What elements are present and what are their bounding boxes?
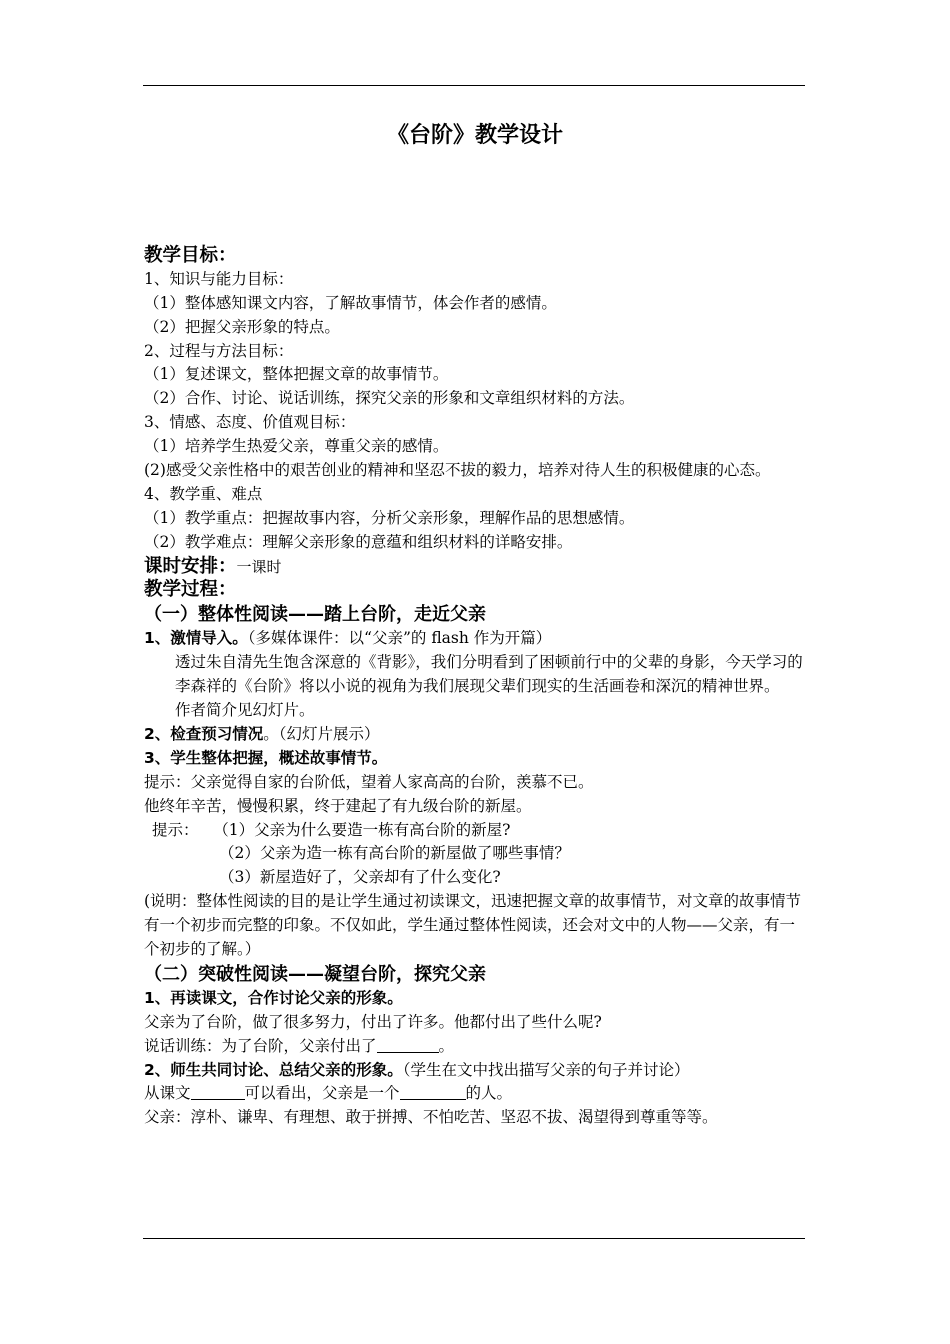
- hint-label: 提示：: [152, 820, 199, 839]
- fill-blank: [377, 1038, 439, 1053]
- story-tip-1: 提示：父亲觉得自家的台阶低，望着人家高高的台阶，羡慕不已。: [144, 772, 594, 791]
- process-heading: 教学过程：: [144, 579, 237, 601]
- schedule-line: [144, 555, 808, 579]
- objective-knowledge: 1、知识与能力目标：: [144, 269, 294, 288]
- part1-step3: 3、学生整体把握，概述故事情节。: [144, 748, 388, 767]
- objectives-heading: 教学目标：: [144, 245, 237, 266]
- footer-rule: [143, 1238, 805, 1239]
- reading-note: (说明：整体性阅读的目的是让学生通过初读课文，迅速把握文章的故事情节，对文章的故事情节有一个初步而完整的印象。不仅如此，学生通过整体性阅读，还会对文中的人物——父亲，有一个初步的了解。）: [144, 892, 802, 959]
- question-1-line: [144, 819, 808, 843]
- intro-paragraph: 透过朱自清先生饱含深意的《背影》，我们分明看到了困顿前行中的父辈的身影，今天学习的李森祥的《台阶》将以小说的视角为我们展现父辈们现实的生活画卷和深沉的精神世界。: [175, 653, 803, 696]
- part2-step1: 1、再读课文，合作讨论父亲的形象。: [144, 988, 403, 1007]
- schedule-value: 一课时: [236, 557, 282, 576]
- header-rule: [143, 85, 805, 86]
- father-blank-a: 从课文: [144, 1084, 191, 1103]
- objective-process-2: （2）合作、讨论、说话训练，探究父亲的形象和文章组织材料的方法。: [144, 389, 635, 408]
- part2-heading: （二）突破性阅读——凝望台阶，探究父亲: [144, 963, 486, 985]
- part2-question: 父亲为了台阶，做了很多努力，付出了许多。他都付出了些什么呢?: [144, 1012, 602, 1031]
- part2-step2: [144, 1059, 808, 1083]
- objective-emotion-2: (2)感受父亲性格中的艰苦创业的精神和坚忍不拔的毅力，培养对待人生的积极健康的心态。: [144, 461, 771, 480]
- part1-step1: [144, 627, 808, 651]
- document-title: 《台阶》教学设计: [386, 123, 563, 148]
- objective-key-point-2: （2）教学难点：理解父亲形象的意蕴和组织材料的详略安排。: [144, 532, 573, 551]
- objective-knowledge-1: （1）整体感知课文内容，了解故事情节，体会作者的感情。: [144, 293, 557, 312]
- father-traits: 父亲：淳朴、谦卑、有理想、敢于拼搏、不怕吃苦、坚忍不拔、渴望得到尊重等等。: [144, 1108, 718, 1127]
- fill-blank: [400, 1085, 466, 1100]
- part1-step2: [144, 723, 808, 747]
- part1-step2-label: 2、检查预习情况: [144, 724, 264, 743]
- part2-step2-label: 2、师生共同讨论、总结父亲的形象。: [144, 1060, 403, 1079]
- question-1: （1）父亲为什么要造一栋有高台阶的新屋?: [213, 820, 511, 839]
- objective-key-points: 4、教学重、难点: [144, 484, 263, 503]
- author-note: 作者简介见幻灯片。: [175, 701, 315, 720]
- objective-emotion-1: （1）培养学生热爱父亲，尊重父亲的感情。: [144, 437, 449, 456]
- question-2: （2）父亲为造一栋有高台阶的新屋做了哪些事情？: [219, 844, 570, 863]
- document-body: [144, 244, 808, 1130]
- father-blank-line: [144, 1082, 808, 1106]
- part1-step1-note: （多媒体课件：以“父亲”的 flash 作为开篇）: [247, 629, 552, 648]
- objective-knowledge-2: （2）把握父亲形象的特点。: [144, 317, 340, 336]
- question-3: （3）新屋造好了，父亲却有了什么变化?: [219, 868, 501, 887]
- speaking-exercise-prompt: 说话训练：为了台阶，父亲付出了: [144, 1036, 377, 1055]
- fill-blank: [191, 1085, 245, 1100]
- speaking-exercise: [144, 1035, 808, 1059]
- part2-step2-note: （学生在文中找出描写父亲的句子并讨论）: [402, 1060, 690, 1079]
- father-blank-b: 可以看出，父亲是一个: [244, 1084, 400, 1103]
- part1-heading: （一）整体性阅读——踏上台阶，走近父亲: [144, 604, 486, 626]
- father-blank-c: 的人。: [465, 1084, 513, 1103]
- speaking-exercise-end: 。: [438, 1036, 455, 1055]
- part1-step2-note: 。（幻灯片展示）: [263, 724, 380, 743]
- objective-process: 2、过程与方法目标：: [144, 341, 294, 360]
- objective-process-1: （1）复述课文，整体把握文章的故事情节。: [144, 365, 449, 384]
- objective-emotion: 3、情感、态度、价值观目标：: [144, 413, 356, 432]
- part1-step1-label: 1、激情导入。: [144, 629, 248, 648]
- schedule-label: 课时安排：: [144, 555, 237, 577]
- objective-key-point-1: （1）教学重点：把握故事内容，分析父亲形象，理解作品的思想感情。: [144, 508, 635, 527]
- story-tip-2: 他终年辛苦，慢慢积累，终于建起了有九级台阶的新屋。: [144, 796, 532, 815]
